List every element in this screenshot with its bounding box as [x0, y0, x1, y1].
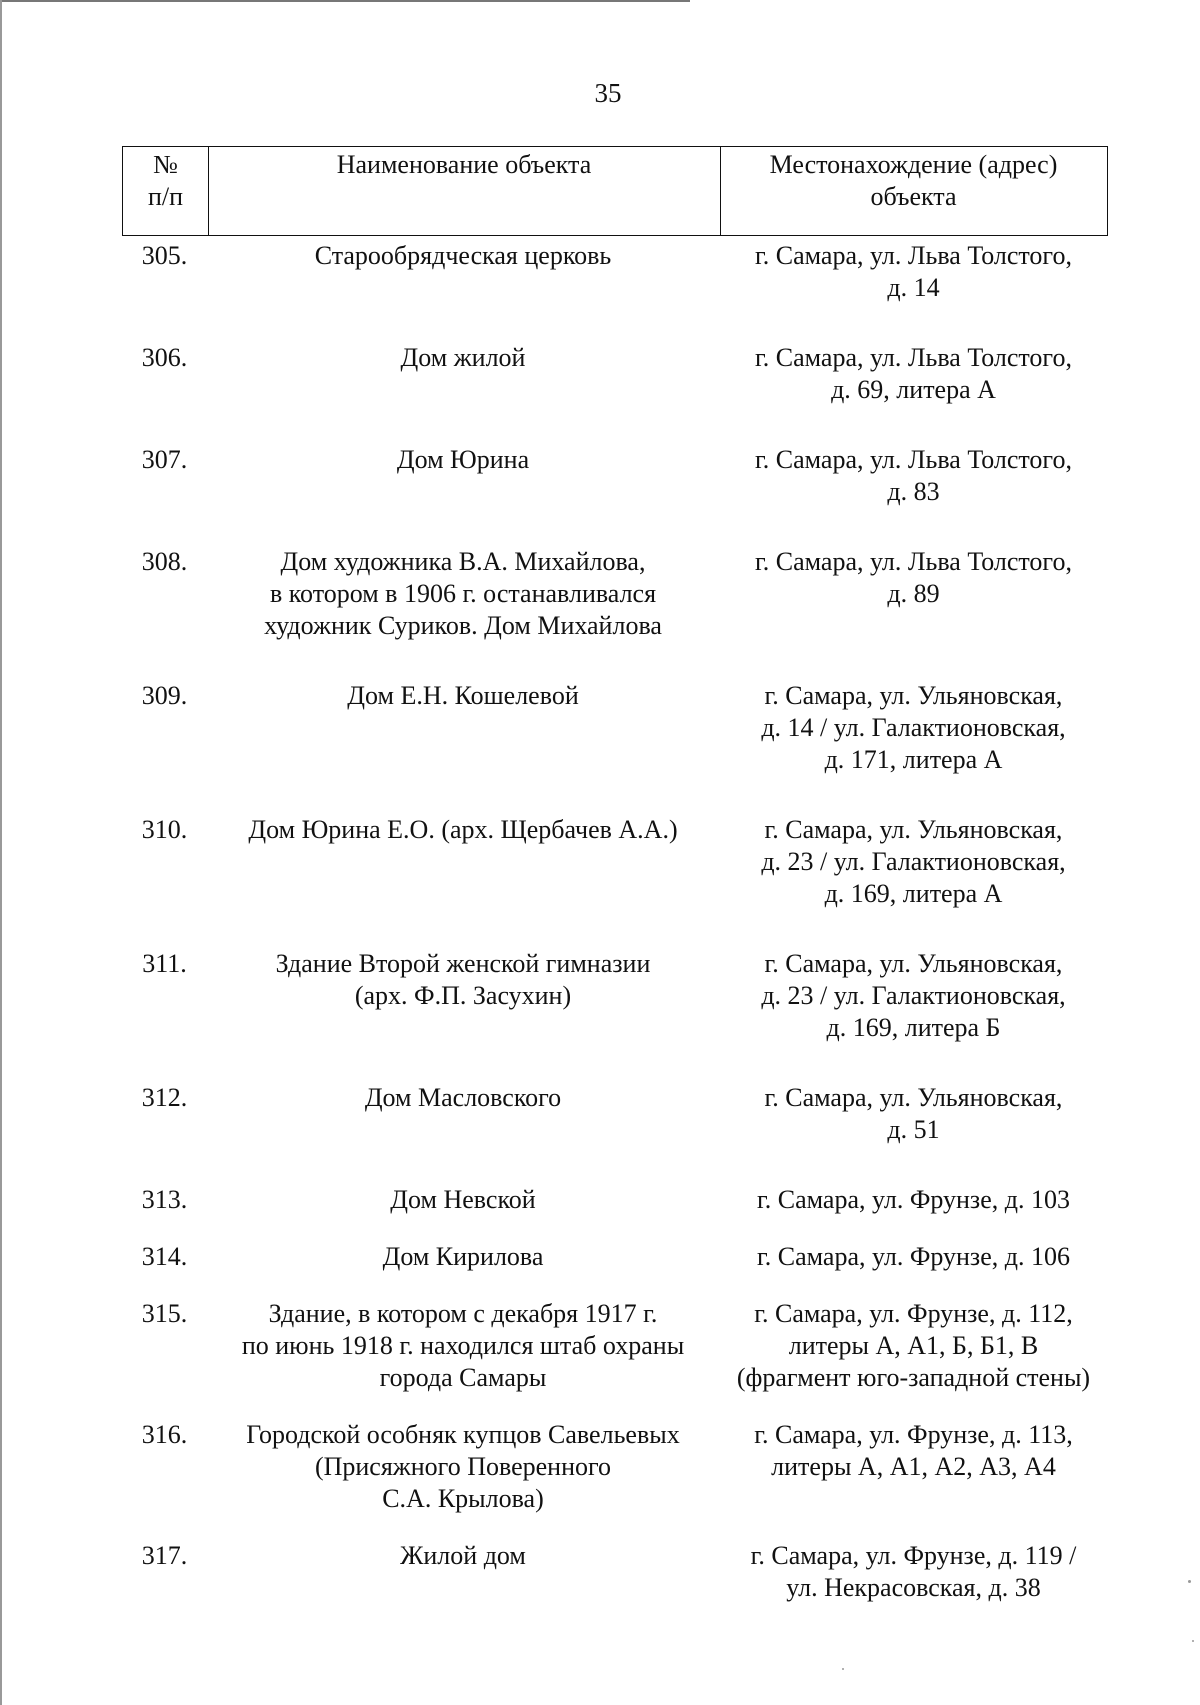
object-name-line: (арх. Ф.П. Засухин): [354, 981, 572, 1010]
row-object-name: [207, 1241, 719, 1273]
object-address-line: г. Самара, ул. Фрунзе, д. 119 /: [750, 1541, 1077, 1570]
object-address-line: (фрагмент юго-западной стены): [736, 1363, 1091, 1392]
object-address-line: д. 69, литера А: [831, 375, 996, 404]
object-name-line: Жилой дом: [400, 1541, 526, 1570]
table-row: [122, 948, 1108, 1044]
object-address-line: литеры А, А1, Б, Б1, В: [788, 1331, 1039, 1360]
header-col-name: [208, 147, 721, 235]
row-object-address: [719, 342, 1108, 406]
object-name-line: художник Суриков. Дом Михайлова: [264, 611, 662, 640]
table-row: [122, 1184, 1108, 1216]
table-header: [122, 146, 1108, 236]
object-address-line: д. 171, литера А: [824, 745, 1003, 774]
object-address-line: г. Самара, ул. Ульяновская,: [764, 949, 1063, 978]
table-row: [122, 1540, 1108, 1604]
object-address-line: г. Самара, ул. Льва Толстого,: [755, 547, 1072, 576]
row-object-address: [719, 948, 1108, 1044]
row-number: 305.: [141, 241, 188, 270]
object-address-line: г. Самара, ул. Фрунзе, д. 106: [757, 1242, 1070, 1271]
row-object-name: [207, 546, 719, 642]
header-col-number: [123, 147, 209, 235]
row-number: 313.: [141, 1185, 188, 1214]
row-object-name: [207, 680, 719, 776]
object-address-line: г. Самара, ул. Ульяновская,: [764, 1083, 1063, 1112]
object-address-line: г. Самара, ул. Льва Толстого,: [755, 343, 1072, 372]
row-number: 309.: [141, 681, 188, 710]
object-name-line: Дом Юрина: [396, 445, 530, 474]
table-row: [122, 342, 1108, 406]
object-address-line: г. Самара, ул. Фрунзе, д. 112,: [754, 1299, 1073, 1328]
object-address-line: г. Самара, ул. Фрунзе, д. 113,: [754, 1420, 1073, 1449]
row-object-address: [719, 1241, 1108, 1273]
row-number: 311.: [142, 949, 187, 978]
row-object-name: [207, 342, 719, 406]
header-col-address: [720, 147, 1107, 235]
header-col-address-line: объекта: [870, 182, 957, 211]
row-object-address: [719, 1082, 1108, 1146]
table-row: [122, 814, 1108, 910]
row-number: 308.: [141, 547, 188, 576]
row-object-address: [719, 240, 1108, 304]
object-name-line: (Присяжного Поверенного: [314, 1452, 612, 1481]
row-object-name: [207, 1184, 719, 1216]
row-number: 317.: [141, 1541, 188, 1570]
header-col-name-line: Наименование объекта: [336, 150, 592, 179]
object-address-line: г. Самара, ул. Льва Толстого,: [755, 445, 1072, 474]
object-address-line: г. Самара, ул. Фрунзе, д. 103: [757, 1185, 1070, 1214]
row-object-address: [719, 1184, 1108, 1216]
object-name-line: Городской особняк купцов Савельевых: [246, 1420, 680, 1449]
table-row: [122, 680, 1108, 776]
scan-edge-top: [0, 0, 690, 2]
row-number: 306.: [141, 343, 188, 372]
row-object-name: [207, 1540, 719, 1604]
object-address-line: г. Самара, ул. Льва Толстого,: [755, 241, 1072, 270]
object-address-line: д. 51: [887, 1115, 940, 1144]
page-number: 35: [594, 78, 622, 108]
row-number: 310.: [141, 815, 188, 844]
object-address-line: литеры А, А1, А2, А3, А4: [771, 1452, 1056, 1481]
row-number: 316.: [141, 1420, 188, 1449]
scan-speck: [1188, 1580, 1191, 1583]
table-row: [122, 240, 1108, 304]
scan-edge-left: [0, 0, 2, 1705]
table-row: [122, 444, 1108, 508]
object-name-line: по июнь 1918 г. находился штаб охраны: [241, 1331, 685, 1360]
row-object-address: [719, 1419, 1108, 1515]
table-row: [122, 546, 1108, 642]
row-number: 314.: [141, 1242, 188, 1271]
object-name-line: Дом Масловского: [364, 1083, 562, 1112]
object-name-line: Дом Кирилова: [382, 1242, 544, 1271]
object-name-line: Дом жилой: [400, 343, 526, 372]
row-object-name: [207, 1419, 719, 1515]
object-name-line: Дом Невской: [390, 1185, 536, 1214]
row-object-name: [207, 948, 719, 1044]
object-address-line: д. 14: [887, 273, 940, 302]
header-col-address-line: Местонахождение (адрес): [769, 150, 1058, 179]
object-name-line: города Самары: [379, 1363, 547, 1392]
row-object-address: [719, 814, 1108, 910]
table-row: [122, 1241, 1108, 1273]
object-address-line: д. 89: [887, 579, 940, 608]
object-address-line: д. 169, литера А: [824, 879, 1003, 908]
object-name-line: С.А. Крылова): [382, 1484, 544, 1513]
row-object-address: [719, 546, 1108, 642]
object-address-line: д. 23 / ул. Галактионовская,: [761, 981, 1066, 1010]
row-object-name: [207, 1298, 719, 1394]
object-name-line: Дом Юрина Е.О. (арх. Щербачев А.А.): [248, 815, 678, 844]
object-address-line: д. 169, литера Б: [826, 1013, 1001, 1042]
object-name-line: Старообрядческая церковь: [314, 241, 612, 270]
row-number: 315.: [141, 1299, 188, 1328]
table-row: [122, 1082, 1108, 1146]
object-address-line: д. 83: [887, 477, 940, 506]
row-object-address: [719, 1298, 1108, 1394]
row-object-name: [207, 444, 719, 508]
scan-speck: [842, 1668, 844, 1670]
header-col-number-line: №: [153, 150, 178, 179]
object-address-line: д. 23 / ул. Галактионовская,: [761, 847, 1066, 876]
object-name-line: Дом художника В.А. Михайлова,: [280, 547, 646, 576]
row-number: 307.: [141, 445, 188, 474]
row-object-address: [719, 680, 1108, 776]
object-name-line: Здание, в котором с декабря 1917 г.: [268, 1299, 658, 1328]
object-name-line: в котором в 1906 г. останавливался: [269, 579, 657, 608]
table-row: [122, 1419, 1108, 1515]
table-body: [122, 240, 1108, 1629]
object-name-line: Здание Второй женской гимназии: [275, 949, 651, 978]
header-col-number-line: п/п: [147, 182, 184, 211]
row-object-name: [207, 240, 719, 304]
table-row: [122, 1298, 1108, 1394]
row-object-name: [207, 814, 719, 910]
row-object-name: [207, 1082, 719, 1146]
scan-speck: [1192, 1640, 1194, 1642]
object-address-line: г. Самара, ул. Ульяновская,: [764, 815, 1063, 844]
row-number: 312.: [141, 1083, 188, 1112]
row-object-address: [719, 1540, 1108, 1604]
row-object-address: [719, 444, 1108, 508]
object-address-line: г. Самара, ул. Ульяновская,: [764, 681, 1063, 710]
object-address-line: д. 14 / ул. Галактионовская,: [761, 713, 1066, 742]
object-address-line: ул. Некрасовская, д. 38: [786, 1573, 1041, 1602]
object-name-line: Дом Е.Н. Кошелевой: [347, 681, 579, 710]
